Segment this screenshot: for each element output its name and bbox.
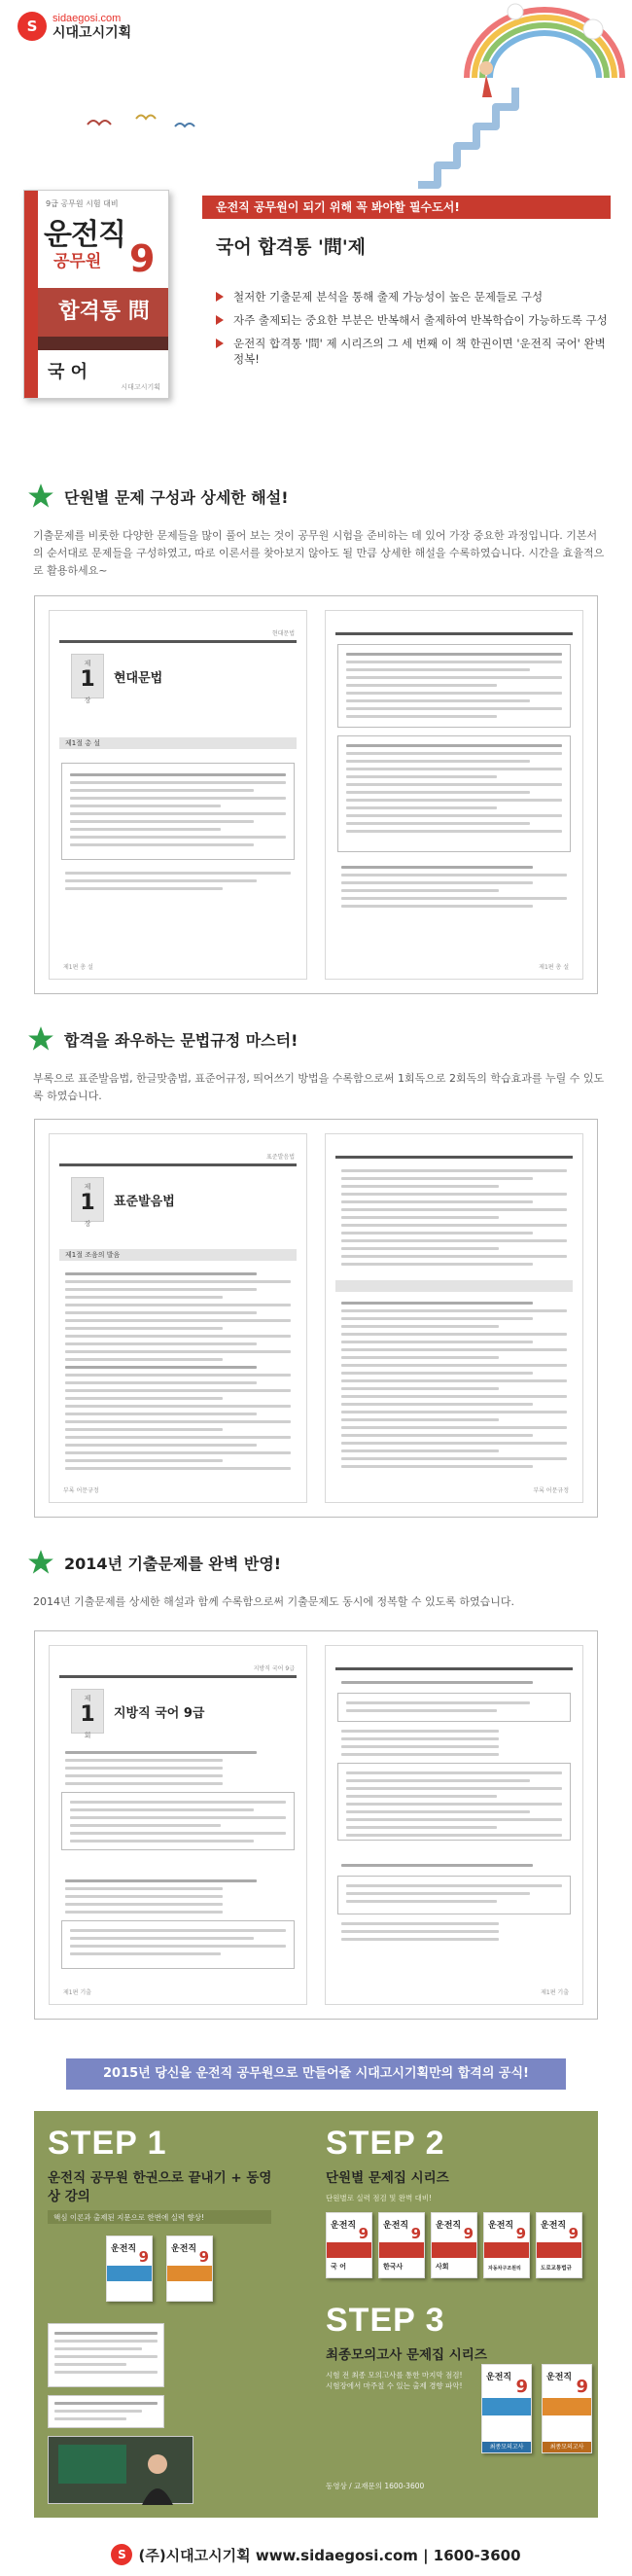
feature-item: 운전직 합격통 '問' 제 시리즈의 그 세 번째 이 책 한권이면 '운전직 국어' 완벽 정복!: [216, 336, 614, 367]
logo-name: 시대고시기획: [53, 24, 132, 41]
top-rule: [59, 1675, 297, 1678]
star-icon: [27, 1549, 54, 1576]
chapter-unit: 장: [84, 1220, 91, 1228]
step3-title: 최종모의고사 문제집 시리즈: [326, 2347, 487, 2363]
feature-item: 자주 출제되는 중요한 부분은 반복해서 출제하여 반복학습이 가능하도록 구성: [216, 312, 614, 328]
step3-phone: 동영상 / 교재문의 1600-3600: [326, 2482, 425, 2490]
running-head: 표준발음법: [266, 1154, 295, 1161]
section-desc-3: 2014년 기출문제를 상세한 해설과 함께 수록함으로써 기출문제도 동시에 정복할 수 있도록 하였습니다.: [33, 1595, 514, 1608]
page-footer: 부록 어문규정: [533, 1487, 569, 1494]
section-bar: 제1절 조음의 발음: [59, 1249, 297, 1261]
step2-title: 단원별 문제집 시리즈: [326, 2170, 449, 2186]
step2-label: STEP 2: [326, 2125, 445, 2162]
page-footer: 제1편 기출: [63, 1989, 91, 1996]
preview-page-left: [49, 610, 307, 980]
step3-note: 시험 전 최종 모의고사를 통한 마지막 점검! 시험장에서 마주칠 수 있는 출제 경향 파악!: [326, 2371, 463, 2390]
book-title2: 공무원: [53, 252, 102, 271]
chapter-title: 현대문법: [114, 671, 163, 686]
step2-note: 단원별로 실력 점검 및 완벽 대비!: [326, 2194, 433, 2202]
brand-logo[interactable]: [18, 12, 131, 41]
preview-spread-3: [34, 1630, 598, 2020]
page-header: [0, 0, 632, 195]
page-footer: 제1편 기출: [541, 1989, 569, 1996]
explanation-box: [61, 1792, 295, 1850]
chapter-unit: 회: [84, 1732, 91, 1739]
book-title: 운전직: [44, 218, 125, 252]
question-box: [61, 763, 295, 860]
triangle-bullet-icon: [216, 292, 224, 302]
lecture-screen-1[interactable]: [48, 2323, 164, 2387]
chapter-label: 제: [84, 1695, 91, 1702]
logo-url: sidaegosi.com: [53, 12, 122, 24]
step2-book-traffic-law[interactable]: 운전직 9 도로교통법규: [536, 2212, 582, 2278]
running-head: 지방직 국어 9급: [253, 1665, 295, 1672]
logo-mark-icon: S: [18, 12, 47, 41]
chapter-title: 지방직 국어 9급: [114, 1706, 205, 1721]
step3-book-1[interactable]: 운전직 9 최종모의고사: [481, 2364, 532, 2453]
explanation-box: [61, 1920, 295, 1969]
step3-label: STEP 3: [326, 2302, 445, 2339]
step1-book-2[interactable]: 운전직 9: [166, 2236, 213, 2302]
book-band-stripe: [38, 337, 169, 350]
book-publisher: 시대고시기획: [121, 383, 160, 391]
book-spine: [24, 191, 38, 398]
instructor-icon: [49, 2437, 194, 2505]
top-rule: [335, 632, 573, 635]
top-rule: [59, 1163, 297, 1166]
step2-book-history[interactable]: 운전직 9 한국사: [378, 2212, 425, 2278]
chapter-number: 1: [80, 667, 95, 692]
book-subtitle: 9급 공무원 시험 대비: [46, 199, 119, 208]
step1-book-1[interactable]: 운전직 9: [106, 2236, 153, 2302]
page-footer: 부록 어문규정: [63, 1487, 99, 1494]
chapter-tab: [71, 654, 104, 704]
step1-note: 핵심 이론과 출제된 지문으로 한번에 실력 향상!: [53, 2213, 204, 2222]
step2-book-korean[interactable]: 운전직 9 국 어: [326, 2212, 372, 2278]
footer-contact[interactable]: (주)시대고시기획 www.sidaegosi.com | 1600-3600: [138, 2546, 521, 2564]
step2-book-society[interactable]: 운전직 9 사회: [431, 2212, 477, 2278]
book-subject: 국 어: [48, 362, 88, 382]
footer-logo-icon: S: [111, 2544, 132, 2565]
preview-page-right: [325, 610, 583, 980]
question-box: [337, 644, 571, 728]
step3-book-2[interactable]: 운전직 9 최종모의고사: [542, 2364, 592, 2453]
lecture-screen-2[interactable]: [48, 2395, 164, 2428]
chapter-label: 제: [84, 660, 91, 667]
chapter-number: 1: [80, 1191, 95, 1215]
chapter-number: 1: [80, 1702, 95, 1727]
triangle-bullet-icon: [216, 339, 224, 348]
preview-page-right: [325, 1645, 583, 2005]
feature-list: [216, 289, 614, 375]
chapter-unit: 장: [84, 697, 91, 704]
explanation-box: [337, 1763, 571, 1841]
lecture-video[interactable]: [48, 2436, 193, 2504]
book-number: 9: [129, 237, 156, 280]
passage-box: [337, 1693, 571, 1722]
chapter-label: 제: [84, 1183, 91, 1191]
section-bar: [335, 1280, 573, 1292]
answer-box: [337, 735, 571, 852]
page-footer: 제1편 총 설: [63, 964, 93, 971]
preview-spread-1: [34, 595, 598, 994]
book-band-title: 합격통 問: [38, 288, 169, 337]
preview-page-left: [49, 1133, 307, 1503]
step1-title: 운전직 공무원 한권으로 끝내기 + 동영상 강의: [48, 2170, 272, 2204]
section-title-3: 2014년 기출문제를 완벽 반영!: [27, 1549, 281, 1576]
official-formula-banner: 2015년 당신을 운전직 공무원으로 만들어줄 시대고시기획만의 합격의 공식!: [66, 2058, 566, 2090]
chapter-tab: [71, 1689, 104, 1739]
section-desc-1: 기출문제를 비롯한 다양한 문제들을 많이 풀어 보는 것이 공무원 시험을 준비하는 데 있어 가장 중요한 과정입니다. 기본서의 순서대로 문제들을 구성하였고, 따로 이론서를 찾아보지 않아도 될 만큼 상세한 해설을 수록하였습니다. 시간을 효율적으로 활용하세요~: [33, 529, 605, 577]
feature-item: 철저한 기출문제 분석을 통해 출제 가능성이 높은 문제들로 구성: [216, 289, 614, 304]
triangle-bullet-icon: [216, 315, 224, 325]
star-icon: [27, 483, 54, 510]
running-head: 현대문법: [271, 630, 295, 637]
chapter-title: 표준발음법: [114, 1195, 175, 1209]
steps-panel: [34, 2111, 598, 2518]
step2-book-vehicle[interactable]: 운전직 9 자동차구조원리: [483, 2212, 530, 2278]
book-intro-section: [0, 170, 632, 443]
section-title-1: 단원별 문제 구성과 상세한 해설!: [27, 483, 289, 510]
top-rule: [335, 1667, 573, 1670]
page-footer: 제1편 총 설: [539, 964, 569, 971]
preview-page-right: [325, 1133, 583, 1503]
chapter-tab: [71, 1177, 104, 1228]
section-title-2: 합격을 좌우하는 문법규정 마스터!: [27, 1025, 298, 1053]
step1-label: STEP 1: [48, 2125, 167, 2162]
passage-box: [337, 1876, 571, 1914]
book-heading: 국어 합격통 '問'제: [216, 236, 366, 258]
top-rule: [335, 1156, 573, 1159]
preview-spread-2: [34, 1119, 598, 1518]
section-desc-2: 부록으로 표준발음법, 한글맞춤법, 표준어규정, 띄어쓰기 방법을 수록함으로써 1회독으로 2회독의 학습효과를 누릴 수 있도록 하였습니다.: [33, 1072, 605, 1102]
preview-page-left: [49, 1645, 307, 2005]
section-bar: 제1절 총 설: [59, 737, 297, 749]
star-icon: [27, 1025, 54, 1053]
must-read-banner: 운전직 공무원이 되기 위해 꼭 봐야할 필수도서!: [202, 196, 611, 219]
page-footer-bar: [0, 2533, 632, 2576]
birds-illustration: [78, 107, 214, 136]
top-rule: [59, 640, 297, 643]
book-cover[interactable]: [23, 190, 169, 399]
